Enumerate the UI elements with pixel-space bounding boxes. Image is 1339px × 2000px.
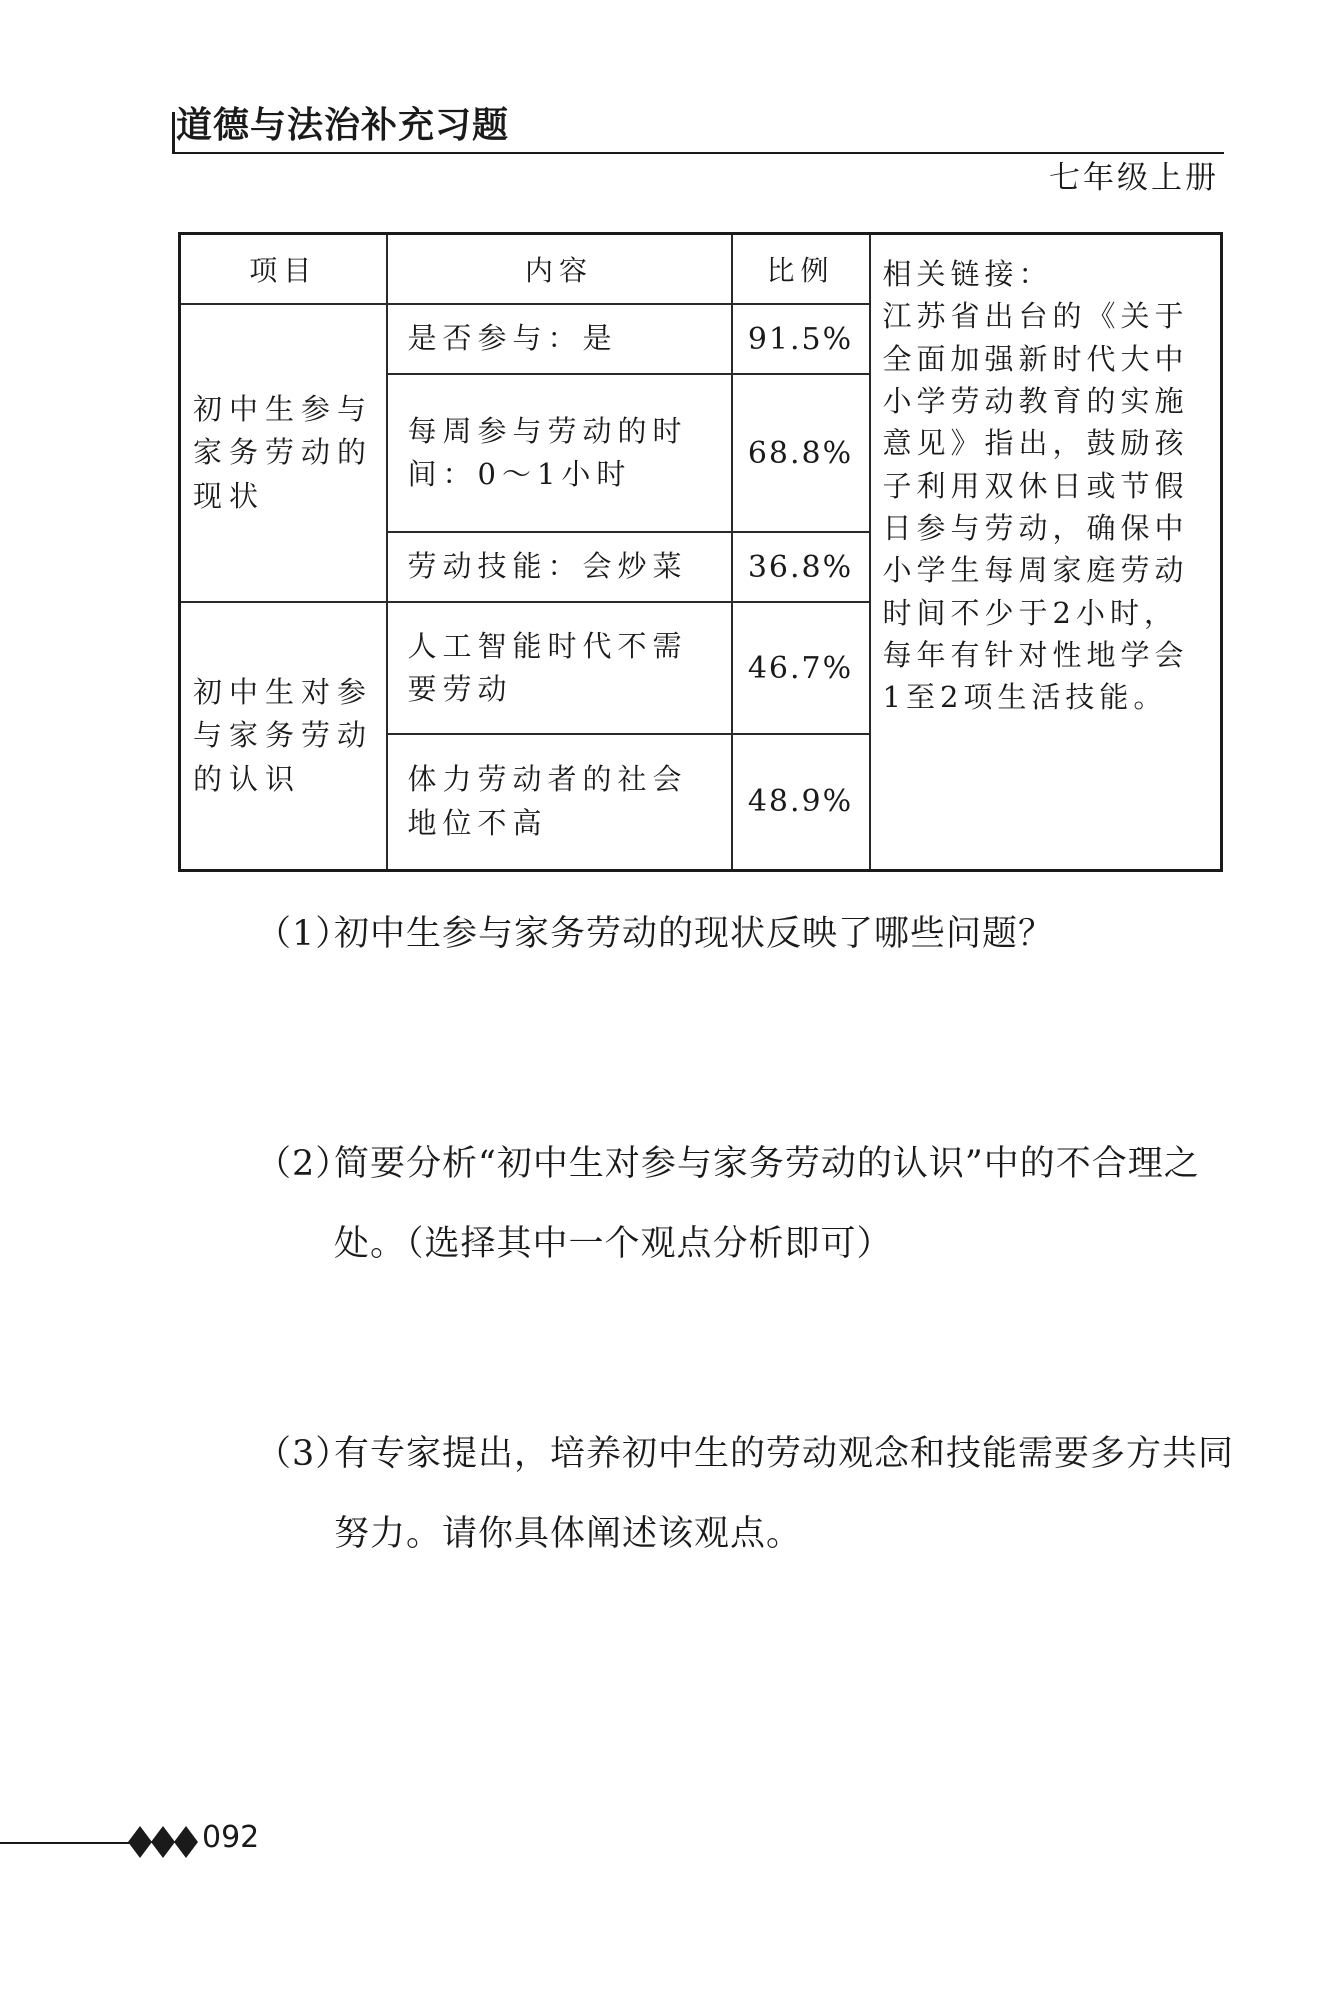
question-1 <box>256 894 1236 974</box>
column-header-item: 项目 <box>180 234 387 305</box>
related-link-cell <box>870 234 1222 871</box>
ratio-cell: 48.9% <box>732 734 870 870</box>
related-link-title: 相关链接： <box>882 257 1053 291</box>
content-cell: 是否参与：是 <box>387 304 732 374</box>
header-accent-bar <box>172 112 175 154</box>
content-cell: 人工智能时代不需要劳动 <box>387 602 732 734</box>
question-text: 有专家提出，培养初中生的劳动观念和技能需要多方共同努力。请你具体阐述该观点。 <box>334 1434 1235 1554</box>
header-rule <box>172 152 1224 154</box>
page-number: 092 <box>202 1820 260 1855</box>
ratio-cell: 91.5% <box>732 304 870 374</box>
book-title: 道德与法治补充习题 <box>176 105 510 146</box>
column-header-content: 内容 <box>387 234 732 305</box>
table-header-row <box>180 234 1222 305</box>
book-subtitle: 七年级上册 <box>1049 160 1219 196</box>
footer-rule <box>0 1842 130 1844</box>
survey-table <box>178 232 1223 872</box>
question-number: （3） <box>256 1434 352 1474</box>
question-number: （2） <box>256 1144 352 1184</box>
content-cell: 体力劳动者的社会地位不高 <box>387 734 732 870</box>
question-number: （1） <box>256 914 352 954</box>
question-3 <box>256 1414 1236 1574</box>
question-text: 初中生参与家务劳动的现状反映了哪些问题？ <box>334 914 1055 954</box>
ratio-cell: 46.7% <box>732 602 870 734</box>
content-cell: 劳动技能：会炒菜 <box>387 532 732 602</box>
question-text: 简要分析“初中生对参与家务劳动的认识”中的不合理之处。（选择其中一个观点分析即可） <box>334 1144 1200 1264</box>
diamond-ornament-icon <box>128 1822 198 1862</box>
category-cell: 初中生对参与家务劳动的认识 <box>180 602 387 870</box>
column-header-ratio: 比例 <box>732 234 870 305</box>
ratio-cell: 36.8% <box>732 532 870 602</box>
ratio-cell: 68.8% <box>732 374 870 532</box>
related-link-text: 江苏省出台的《关于全面加强新时代大中小学劳动教育的实施意见》指出，鼓励孩子利用双休日或节假日参与劳动，确保中小学生每周家庭劳动时间不少于2小时，每年有针对性地学会1至2项生活技能。 <box>882 299 1189 715</box>
category-cell: 初中生参与家务劳动的现状 <box>180 304 387 602</box>
content-cell: 每周参与劳动的时间：0～1小时 <box>387 374 732 532</box>
question-2 <box>256 1124 1236 1284</box>
